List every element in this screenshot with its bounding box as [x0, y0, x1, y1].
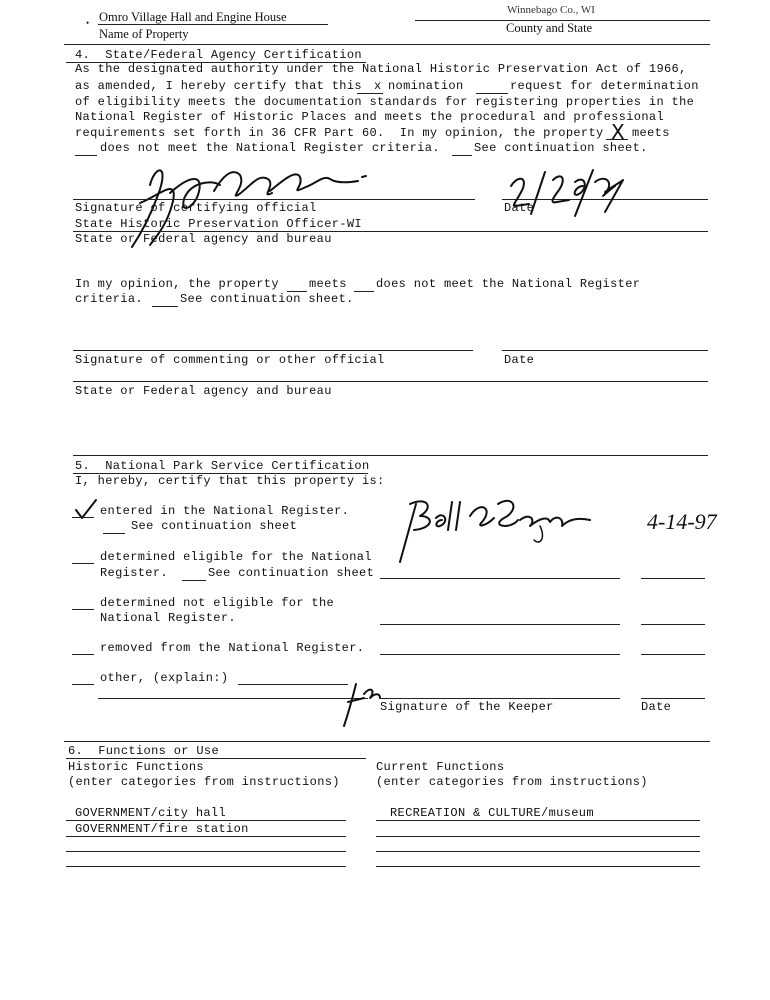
not-eligible-blank: [72, 609, 94, 610]
does-not-meet-blank: [75, 155, 97, 156]
nomination-option: nomination: [388, 79, 464, 93]
current-function-rule-3: [376, 851, 700, 852]
official-title: State Historic Preservation Officer-WI: [75, 217, 362, 231]
opinion-see-blank: [152, 306, 178, 307]
keeper-date-label: Date: [641, 700, 672, 714]
section5-title: 5. National Park Service Certification: [75, 459, 370, 473]
section6-title: 6. Functions or Use: [68, 744, 220, 758]
agency-bureau-label: State or Federal agency and bureau: [75, 232, 332, 246]
opinion-doesnot: does not meet the National Register: [376, 277, 641, 291]
removed-date-rule: [641, 654, 705, 655]
current-function-1: RECREATION & CULTURE/museum: [390, 806, 594, 820]
keeper-signature-rule: [380, 698, 620, 699]
county-state: Winnebago Co., WI: [507, 4, 595, 16]
name-of-property-label: Name of Property: [99, 27, 189, 41]
historic-function-rule-4: [66, 866, 346, 867]
current-function-rule-2: [376, 836, 700, 837]
removed-signature-rule: [380, 654, 620, 655]
removed-blank: [72, 654, 94, 655]
opinion-line2: criteria.: [75, 292, 143, 306]
opinion-meets: meets: [309, 277, 347, 291]
eligible-label: determined eligible for the National: [100, 550, 372, 564]
section4-bottom-rule: [73, 455, 708, 456]
keeper-signature-label: Signature of the Keeper: [380, 700, 554, 714]
entered-blank: [72, 517, 94, 518]
keeper-handwritten-date: 4-14-97: [647, 509, 717, 534]
section4-line4: National Register of Historic Places and meets the procedural and professional: [75, 110, 664, 124]
historic-function-1: GOVERNMENT/city hall: [75, 806, 227, 820]
see-continuation-option: See continuation sheet.: [474, 141, 648, 155]
section4-line5: requirements set forth in 36 CFR Part 60. In my opinion, the property: [75, 126, 604, 140]
meets-checkmark[interactable]: X: [611, 120, 625, 144]
eligible-signature-rule: [380, 578, 620, 579]
section5-bottom-rule: [64, 741, 710, 742]
commenting-agency-rule: [73, 381, 708, 382]
section4-line3: of eligibility meets the documentation standards for registering properties in the: [75, 95, 695, 109]
meets-blank: [606, 139, 628, 140]
see-continuation-blank: [452, 155, 472, 156]
keeper-signature: [390, 490, 610, 570]
commenting-signature-rule: [73, 350, 473, 351]
commenting-date-label: Date: [504, 353, 535, 367]
historic-function-2: GOVERNMENT/fire station: [75, 822, 249, 836]
eligible-see-blank: [182, 580, 206, 581]
section4-line2: as amended, I hereby certify that this: [75, 79, 362, 93]
entered-see-continuation: See continuation sheet: [131, 519, 298, 533]
not-eligible-label-line2: National Register.: [100, 611, 236, 625]
section4-line1: As the designated authority under the National Historic Preservation Act of 1966,: [75, 62, 687, 76]
removed-label: removed from the National Register.: [100, 641, 365, 655]
keeper-date-rule: [641, 698, 705, 699]
not-eligible-signature-rule: [380, 624, 620, 625]
commenting-signature-label: Signature of commenting or other official: [75, 353, 385, 367]
agency-bureau-label-2: State or Federal agency and bureau: [75, 384, 332, 398]
entered-see-blank: [103, 533, 125, 534]
current-function-rule-1: [376, 820, 700, 821]
opinion-doesnot-blank: [354, 291, 374, 292]
certifying-signature-label: Signature of certifying official: [75, 201, 317, 215]
historic-function-rule-1: [66, 820, 346, 821]
current-function-rule-4: [376, 866, 700, 867]
section5-intro: I, hereby, certify that this property is:: [75, 474, 385, 488]
nomination-checkmark[interactable]: x: [374, 79, 382, 93]
historic-function-rule-2: [66, 836, 346, 837]
historic-functions-heading: Historic Functions: [68, 760, 204, 774]
header-bullet: •: [86, 18, 90, 28]
other-blank: [72, 684, 94, 685]
section6-title-rule: [66, 758, 366, 759]
other-explain-rule-2: [98, 698, 368, 699]
eligible-see-continuation: See continuation sheet: [208, 566, 375, 580]
opinion-see-continuation: See continuation sheet.: [180, 292, 354, 306]
not-eligible-date-rule: [641, 624, 705, 625]
eligible-label-line2: Register.: [100, 566, 168, 580]
property-name-rule: [98, 24, 328, 25]
historic-function-rule-3: [66, 851, 346, 852]
historic-functions-sub: (enter categories from instructions): [68, 775, 340, 789]
section4-title: 4. State/Federal Agency Certification: [75, 48, 362, 62]
other-explain-rule: [238, 684, 348, 685]
header-bottom-rule: [64, 44, 710, 45]
section4-line6: does not meet the National Register criteria.: [100, 141, 440, 155]
certifying-date-label: Date: [504, 201, 535, 215]
eligible-blank: [72, 563, 94, 564]
certifying-signature-rule: [73, 199, 475, 200]
other-label: other, (explain:): [100, 671, 229, 685]
current-functions-sub: (enter categories from instructions): [376, 775, 648, 789]
entered-label: entered in the National Register.: [100, 504, 350, 518]
nomination-blank: [357, 93, 383, 94]
property-name: Omro Village Hall and Engine House: [99, 10, 287, 24]
current-functions-heading: Current Functions: [376, 760, 505, 774]
meets-option: meets: [632, 126, 670, 140]
eligible-date-rule: [641, 578, 705, 579]
request-blank: [476, 93, 508, 94]
opinion-line1: In my opinion, the property: [75, 277, 279, 291]
commenting-date-rule: [502, 350, 708, 351]
county-state-label: County and State: [506, 21, 593, 35]
keeper-for-initials: [342, 680, 382, 730]
not-eligible-label: determined not eligible for the: [100, 596, 335, 610]
request-option: request for determination: [510, 79, 699, 93]
